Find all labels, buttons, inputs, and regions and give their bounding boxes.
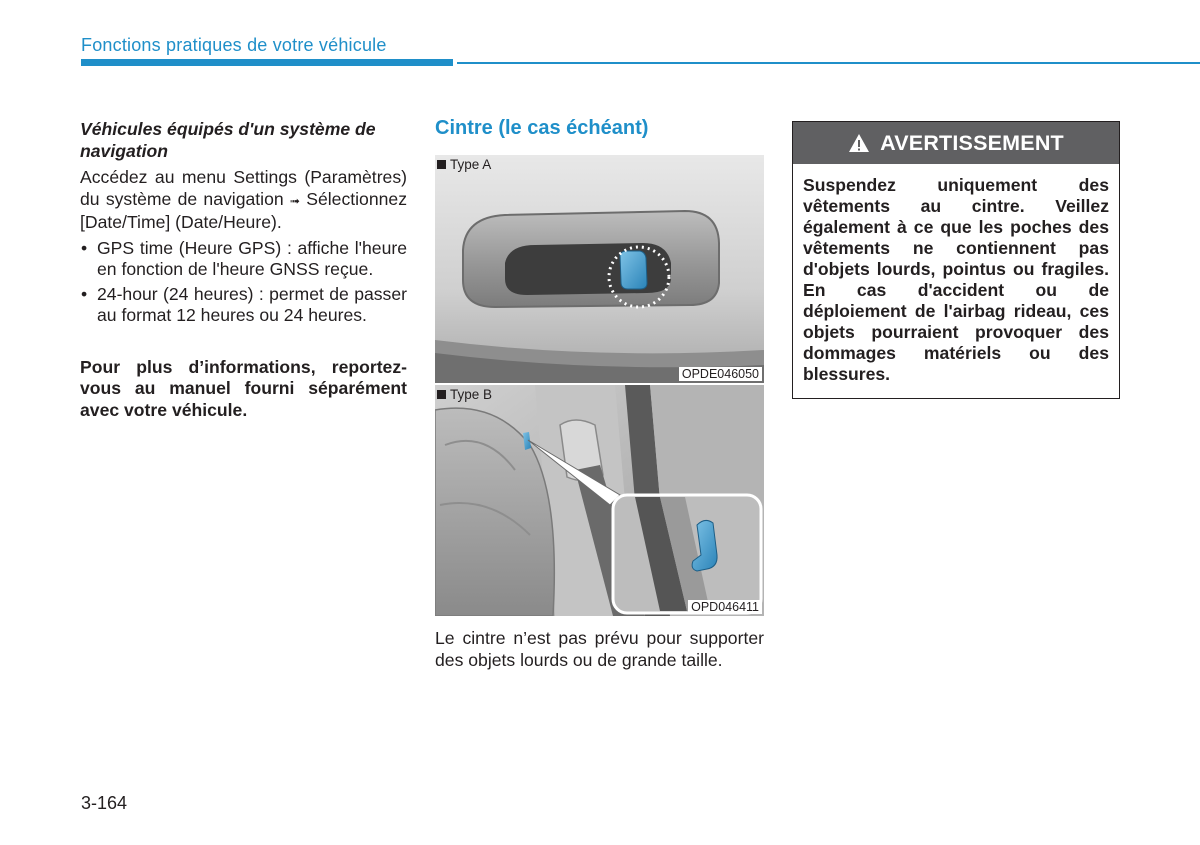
navigation-settings-column	[80, 119, 407, 421]
warning-body-text: Suspendez uniquement des vêtements au cintre. Veillez également à ce que les poches des vêtements ne contiennent pas d'objets lourds, pointus ou fragiles. En cas d'accident ou de déploiement de l'airbag rideau, ces objets pourraient provoquer des dommages matériels ou des blessures.	[803, 175, 1109, 384]
header-rule-thin	[457, 62, 1200, 64]
figure-b-code: OPD046411	[688, 600, 762, 614]
figure-type-a	[435, 155, 764, 383]
list-item-gps-time: • GPS time (Heure GPS) : affiche l'heure en fonction de l'heure GNSS reçue.	[80, 238, 407, 281]
warning-box	[792, 121, 1120, 399]
figure-a-label-text: Type A	[450, 157, 492, 172]
warning-header	[793, 122, 1119, 164]
coat-hanger-caption: Le cintre n’est pas prévu pour supporter des objets lourds ou de grande taille.	[435, 628, 764, 670]
header-rule-thick	[81, 59, 453, 66]
square-bullet-icon	[437, 390, 446, 399]
navigation-intro-select: Sélectionnez	[306, 188, 407, 209]
navigation-subheading: Véhicules équipés d'un système de navigation	[80, 119, 376, 161]
separate-manual-note: Pour plus d’informations, reportez-vous au manuel fourni séparément avec votre véhicule.	[80, 356, 407, 420]
time-format-list	[80, 238, 407, 327]
page-number: 3-164	[81, 793, 128, 813]
warning-triangle-icon	[848, 133, 870, 153]
menu-arrow-icon: ➟	[289, 193, 300, 208]
warning-title: AVERTISSEMENT	[880, 130, 1064, 155]
square-bullet-icon	[437, 160, 446, 169]
section-title-coat-hanger: Cintre (le cas échéant)	[435, 117, 649, 139]
navigation-intro-datetime: [Date/Time] (Date/Heure).	[80, 212, 282, 232]
figure-b-type-label	[437, 387, 492, 402]
list-item-24-hour: • 24-hour (24 heures) : permet de passer au format 12 heures ou 24 heures.	[80, 284, 407, 327]
figure-b-label-text: Type B	[450, 387, 493, 402]
figure-a-type-label	[437, 157, 491, 172]
figure-a-code: OPDE046050	[679, 367, 762, 381]
running-header-title: Fonctions pratiques de votre véhicule	[81, 35, 387, 55]
coat-hanger-type-a-illustration	[435, 155, 764, 383]
figure-type-b	[435, 385, 764, 616]
coat-hanger-type-b-illustration	[435, 385, 764, 616]
coat-hanger-column	[435, 117, 764, 671]
navigation-intro-text: Accédez au menu Settings (Paramètres) du système de navigation	[80, 167, 407, 209]
navigation-intro-paragraph	[80, 167, 407, 234]
